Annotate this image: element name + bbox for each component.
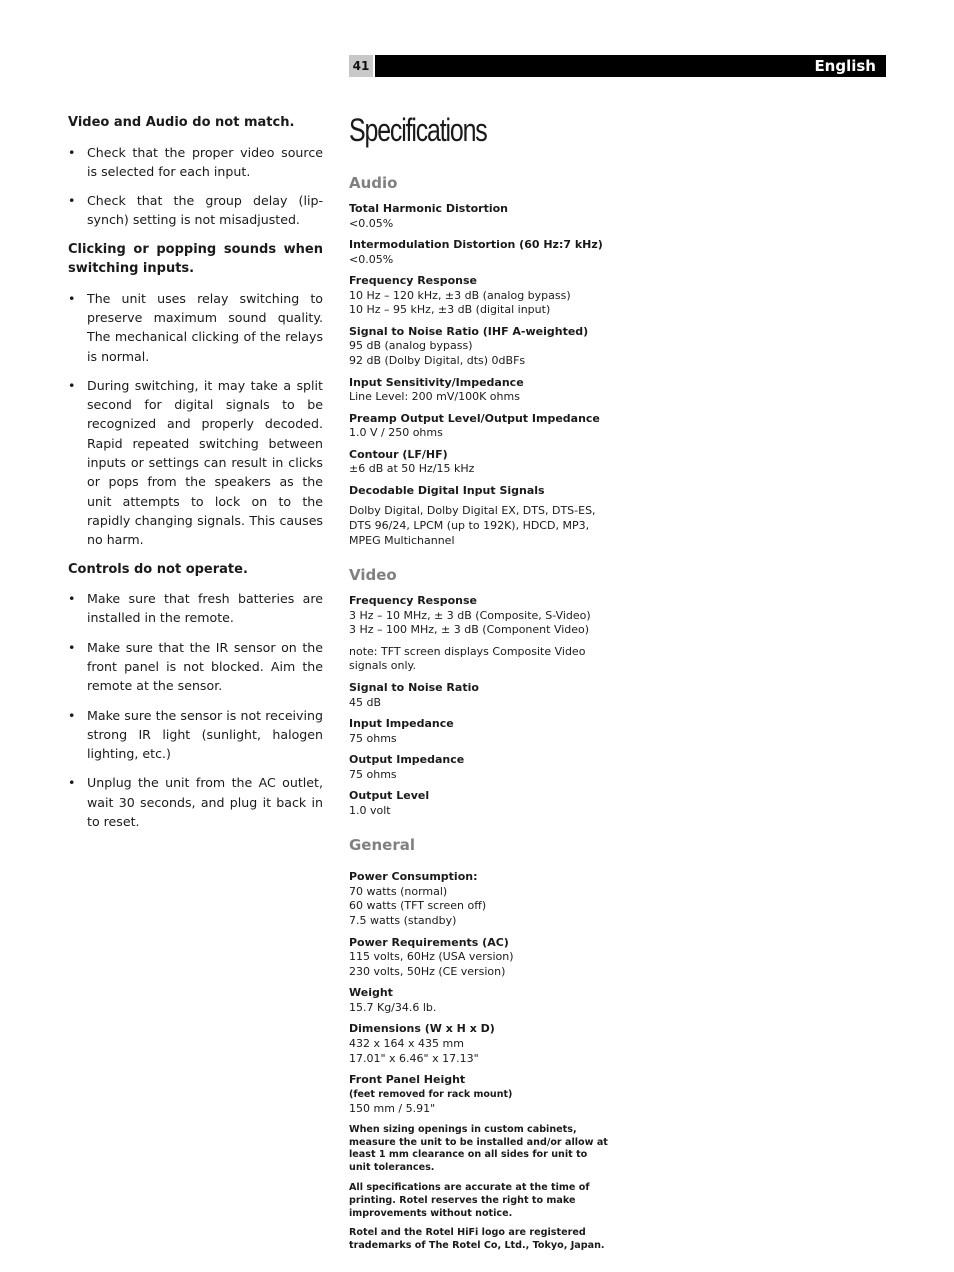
spec-value: 75 ohms: [349, 731, 397, 745]
spec-item: [349, 202, 611, 231]
spec-label: Output Impedance: [349, 753, 465, 767]
spec-label: Power Requirements (AC): [349, 935, 509, 949]
spec-label: Frequency Response: [349, 274, 477, 288]
spec-label: Power Consumption:: [349, 870, 478, 884]
bullet-icon: •: [68, 591, 76, 607]
list-item-text: During switching, it may take a split second for digital signals to be recognized and properly decoded. Rapid repeated switching between inputs or settings can result in clicks or pops from the speakers as the unit attempts to lock on to the rapidly changing signals. This causes no harm.: [87, 377, 323, 548]
spec-value: 10 Hz – 120 kHz, ±3 dB (analog bypass): [349, 288, 571, 302]
section-heading: Controls do not operate.: [68, 561, 248, 577]
spec-value: <0.05%: [349, 252, 394, 266]
spec-label: Intermodulation Distortion (60 Hz:7 kHz): [349, 238, 603, 252]
spec-label: Contour (LF/HF): [349, 447, 448, 461]
spec-item: [349, 1022, 611, 1066]
spec-label: Front Panel Height: [349, 1073, 466, 1087]
list-item-text: Check that the proper video source is selected for each input.: [87, 144, 323, 179]
spec-item: [349, 376, 611, 405]
spec-value: DTS 96/24, LPCM (up to 192K), HDCD, MP3,: [349, 518, 590, 532]
bullet-icon: •: [68, 639, 76, 655]
bullet-icon: •: [68, 290, 76, 306]
bullet-icon: •: [68, 377, 76, 393]
spec-item: [349, 753, 611, 782]
spec-item: [349, 681, 611, 710]
spec-item: [349, 325, 611, 369]
spec-item: [349, 789, 611, 818]
spec-label: Signal to Noise Ratio (IHF A-weighted): [349, 324, 589, 338]
list-item: [68, 638, 323, 696]
spec-value: 75 ohms: [349, 767, 397, 781]
spec-label: Signal to Noise Ratio: [349, 681, 479, 694]
spec-item: [349, 274, 611, 318]
spec-value: Dolby Digital, Dolby Digital EX, DTS, DTS-ES,: [349, 504, 596, 518]
spec-value: 7.5 watts (standby): [349, 914, 457, 928]
list-item: [68, 376, 323, 550]
spec-item: [349, 870, 611, 928]
list-item-text: Make sure the sensor is not receiving strong IR light (sunlight, halogen lighting, etc.): [87, 707, 323, 762]
bullet-list: [68, 289, 323, 550]
list-item-text: Make sure that fresh batteries are installed in the remote.: [87, 591, 323, 626]
list-item: [68, 773, 323, 831]
section-heading: Clicking or popping sounds when switching inputs.: [68, 241, 323, 277]
general-heading: General: [349, 836, 415, 855]
list-item-text: The unit uses relay switching to preserve maximum sound quality. The mechanical clicking of the relays is normal.: [87, 290, 323, 364]
spec-value: 70 watts (normal): [349, 884, 448, 898]
list-item: [68, 289, 323, 366]
page-title: Specifications: [349, 112, 487, 148]
spec-label: Input Impedance: [349, 717, 454, 731]
spec-item: [349, 936, 611, 980]
spec-value: 150 mm / 5.91": [349, 1102, 436, 1116]
spec-value: 92 dB (Dolby Digital, dts) 0dBFs: [349, 353, 526, 367]
list-item-text: Check that the group delay (lip-synch) setting is not misadjusted.: [87, 193, 323, 228]
spec-value: 10 Hz – 95 kHz, ±3 dB (digital input): [349, 303, 551, 317]
spec-label: Preamp Output Level/Output Impedance: [349, 411, 600, 425]
spec-value: 60 watts (TFT screen off): [349, 899, 487, 913]
list-item-text: Unplug the unit from the AC outlet, wait 30 seconds, and plug it back in to reset.: [87, 775, 323, 830]
language-label: English: [814, 57, 876, 75]
bullet-list: [68, 143, 323, 230]
spec-item: [349, 484, 611, 548]
bullet-list: [68, 589, 323, 831]
spec-item: [349, 238, 611, 267]
spec-label: Weight: [349, 986, 393, 1000]
spec-item: [349, 717, 611, 746]
spec-label: Decodable Digital Input Signals: [349, 483, 545, 497]
spec-value: 1.0 volt: [349, 803, 391, 817]
spec-item: [349, 448, 611, 477]
spec-label: Output Level: [349, 789, 430, 803]
spec-value: Line Level: 200 mV/100K ohms: [349, 390, 520, 404]
spec-value: 3 Hz – 100 MHz, ± 3 dB (Component Video): [349, 623, 590, 637]
spec-item: [349, 986, 611, 1015]
spec-label: Total Harmonic Distortion: [349, 202, 509, 215]
spec-sublabel: (feet removed for rack mount): [349, 1088, 513, 1100]
video-note: note: TFT screen displays Composite Video signals only.: [349, 644, 586, 673]
spec-value: ±6 dB at 50 Hz/15 kHz: [349, 462, 475, 476]
spec-value: MPEG Multichannel: [349, 533, 455, 547]
spec-label: Dimensions (W x H x D): [349, 1022, 495, 1036]
list-item: [68, 191, 323, 230]
bullet-icon: •: [68, 193, 76, 209]
spec-value: 230 volts, 50Hz (CE version): [349, 964, 506, 978]
spec-item: [349, 594, 611, 638]
spec-value: 115 volts, 60Hz (USA version): [349, 950, 514, 964]
spec-item: [349, 412, 611, 441]
bullet-icon: •: [68, 707, 76, 723]
spec-value: 45 dB: [349, 695, 382, 709]
page-number: 41: [349, 55, 373, 77]
fine-print: All specifications are accurate at the time of printing. Rotel reserves the right to make improvements without notice.: [349, 1181, 590, 1219]
language-bar: [375, 55, 886, 77]
list-item-text: Make sure that the IR sensor on the front panel is not blocked. Aim the remote at the sensor.: [87, 639, 323, 694]
video-heading: Video: [349, 566, 397, 585]
fine-print: Rotel and the Rotel HiFi logo are registered trademarks of The Rotel Co, Ltd., Tokyo, Japan.: [349, 1227, 605, 1252]
bullet-icon: •: [68, 775, 76, 791]
audio-heading: Audio: [349, 174, 398, 192]
bullet-icon: •: [68, 144, 76, 160]
spec-label: Frequency Response: [349, 594, 477, 608]
fine-print: When sizing openings in custom cabinets, measure the unit to be installed and/or allow at least 1 mm clearance on all sides for unit to unit tolerances.: [349, 1123, 608, 1174]
spec-value: 3 Hz – 10 MHz, ± 3 dB (Composite, S-Video): [349, 608, 591, 622]
list-item: [68, 589, 323, 628]
section-heading: Video and Audio do not match.: [68, 115, 295, 130]
spec-label: Input Sensitivity/Impedance: [349, 375, 524, 389]
spec-value: 432 x 164 x 435 mm: [349, 1036, 464, 1050]
list-item: [68, 706, 323, 764]
spec-item: [349, 1073, 611, 1117]
troubleshooting-column: [68, 113, 323, 841]
spec-value: 95 dB (analog bypass): [349, 339, 473, 353]
spec-value: <0.05%: [349, 216, 394, 230]
list-item: [68, 143, 323, 182]
spec-value: 15.7 Kg/34.6 lb.: [349, 1000, 437, 1014]
spec-value: 1.0 V / 250 ohms: [349, 426, 443, 440]
specifications-column: [349, 108, 611, 1260]
spec-value: 17.01" x 6.46" x 17.13": [349, 1051, 479, 1065]
